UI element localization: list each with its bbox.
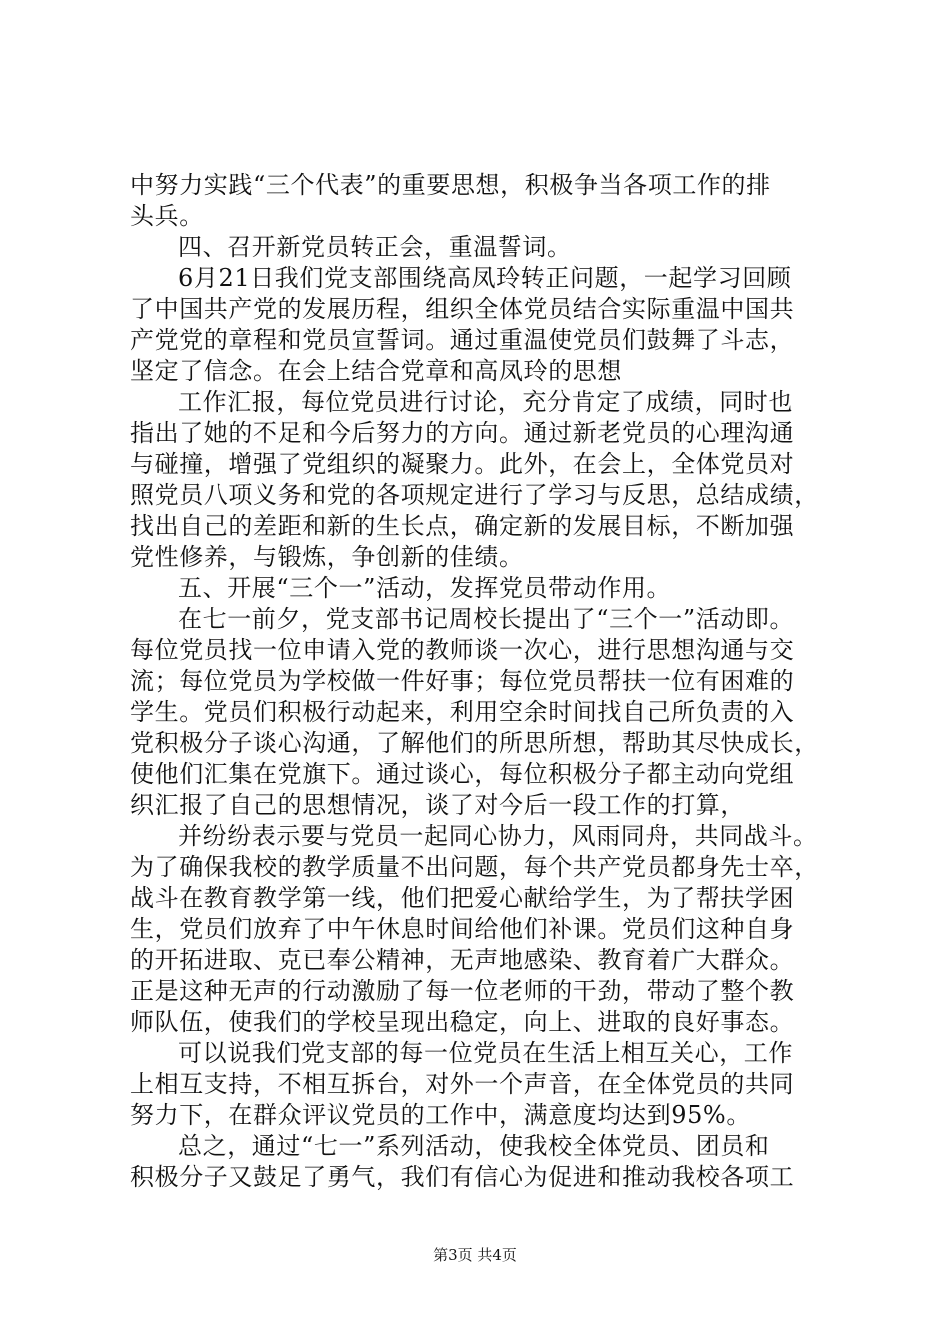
text-line: 找出自己的差距和新的生长点，确定新的发展目标，不断加强 bbox=[130, 512, 795, 540]
text-line: 工作汇报，每位党员进行讨论，充分肯定了成绩，同时也 bbox=[178, 388, 793, 416]
text-line: 流；每位党员为学校做一件好事；每位党员帮扶一位有困难的 bbox=[130, 667, 795, 695]
text-line: 四、召开新党员转正会，重温誓词。 bbox=[178, 233, 572, 261]
text-line: 与碰撞，增强了党组织的凝聚力。此外，在会上，全体党员对 bbox=[130, 450, 795, 478]
text-line: 积极分子又鼓足了勇气，我们有信心为促进和推动我校各项工 bbox=[130, 1163, 795, 1191]
text-line: 了中国共产党的发展历程，组织全体党员结合实际重温中国共 bbox=[130, 295, 795, 323]
text-line: 学生。党员们积极行动起来，利用空余时间找自己所负责的入 bbox=[130, 698, 795, 726]
text-line: 产党党的章程和党员宣誓词。通过重温使党员们鼓舞了斗志， bbox=[130, 326, 795, 354]
text-line: 照党员八项义务和党的各项规定进行了学习与反思，总结成绩， bbox=[130, 481, 819, 509]
text-line: 使他们汇集在党旗下。通过谈心，每位积极分子都主动向党组 bbox=[130, 760, 795, 788]
text-line: 并纷纷表示要与党员一起同心协力，风雨同舟，共同战斗。 bbox=[178, 822, 818, 850]
text-line: 头兵。 bbox=[130, 202, 204, 230]
text-line: 为了确保我校的教学质量不出问题，每个共产党员都身先士卒， bbox=[130, 853, 819, 881]
text-line: 的开拓进取、克已奉公精神，无声地感染、教育着广大群众。 bbox=[130, 946, 795, 974]
text-line: 努力下，在群众评议党员的工作中，满意度均达到95%。 bbox=[130, 1101, 751, 1129]
document-body bbox=[130, 170, 830, 1193]
text-line: 指出了她的不足和今后努力的方向。通过新老党员的心理沟通 bbox=[130, 419, 795, 447]
text-line: 上相互支持，不相互拆台，对外一个声音，在全体党员的共同 bbox=[130, 1070, 795, 1098]
text-line: 织汇报了自己的思想情况，谈了对今后一段工作的打算， bbox=[130, 791, 745, 819]
text-line: 党性修养，与锻炼，争创新的佳绩。 bbox=[130, 543, 524, 571]
text-line: 可以说我们党支部的每一位党员在生活上相互关心，工作 bbox=[178, 1039, 793, 1067]
text-line: 坚定了信念。在会上结合党章和高凤玲的思想 bbox=[130, 357, 622, 385]
text-line: 生，党员们放弃了中午休息时间给他们补课。党员们这种自身 bbox=[130, 915, 795, 943]
text-line: 每位党员找一位申请入党的教师谈一次心，进行思想沟通与交 bbox=[130, 636, 795, 664]
text-line: 中努力实践“三个代表”的重要思想，积极争当各项工作的排 bbox=[130, 171, 771, 199]
text-line: 6月21日我们党支部围绕高凤玲转正问题，一起学习回顾 bbox=[178, 264, 792, 292]
text-line: 五、开展“三个一”活动，发挥党员带动作用。 bbox=[178, 574, 672, 602]
text-line: 总之，通过“七一”系列活动，使我校全体党员、团员和 bbox=[178, 1132, 770, 1160]
text-line: 战斗在教育教学第一线，他们把爱心献给学生，为了帮扶学困 bbox=[130, 884, 795, 912]
text-line: 在七一前夕，党支部书记周校长提出了“三个一”活动即。 bbox=[178, 605, 795, 633]
text-line: 师队伍，使我们的学校呈现出稳定，向上、进取的良好事态。 bbox=[130, 1008, 795, 1036]
text-line: 党积极分子谈心沟通，了解他们的所思所想，帮助其尽快成长， bbox=[130, 729, 819, 757]
page-footer: 第3页 共4页 bbox=[433, 1246, 517, 1264]
text-line: 正是这种无声的行动激励了每一位老师的干劲，带动了整个教 bbox=[130, 977, 795, 1005]
